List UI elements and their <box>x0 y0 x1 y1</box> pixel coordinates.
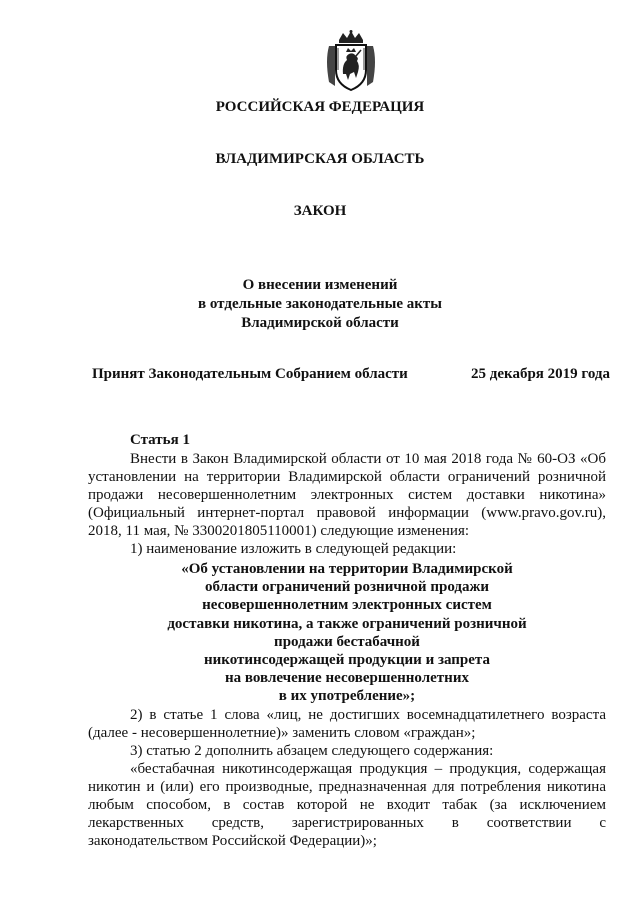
country-heading: РОССИЙСКАЯ ФЕДЕРАЦИЯ <box>215 99 425 115</box>
intro-line: (Официальный интернет-портал правовой информации (www.pravo.gov.ru), <box>88 505 606 521</box>
coat-of-arms-emblem <box>323 30 379 92</box>
definition-line: лекарственных средств, зарегистрированных в соответствии с <box>88 815 606 831</box>
intro-line: установлении на территории Владимирской области ограничений розничной <box>88 469 606 485</box>
intro-line: продажи несовершеннолетним электронных систем доставки никотина» <box>88 487 606 503</box>
new-title-line: в их употребление»; <box>278 688 416 705</box>
intro-line: 2018, 11 мая, № 3300201805110001) следующие изменения: <box>88 523 470 539</box>
definition-line: законодательством Российской Федерации)»; <box>88 833 377 849</box>
definition-line: никотин и (или) его производные, предназначенная для потребления никотина <box>88 779 606 795</box>
new-title-line: несовершеннолетним электронных систем <box>202 597 492 614</box>
law-title <box>0 276 640 333</box>
item-2-line: 2) в статье 1 слова «лиц, не достигших восемнадцатилетнего возраста <box>130 707 606 723</box>
new-title-line: области ограничений розничной продажи <box>204 579 489 596</box>
item-2-line: (далее - несовершеннолетние)» заменить словом «граждан»; <box>88 725 476 741</box>
law-title-line: в отдельные законодательные акты <box>198 296 442 312</box>
adoption-date: 25 декабря 2019 года <box>471 366 610 382</box>
law-title-line: Владимирской области <box>241 315 399 331</box>
definition-line: любым способом, в состав которой не входит табак (за исключением <box>88 797 606 813</box>
new-title-line: никотинсодержащей продукции и запрета <box>204 652 490 669</box>
new-title-line: «Об установлении на территории Владимирской <box>181 561 513 577</box>
document-type-heading: ЗАКОН <box>293 203 347 219</box>
adopted-by: Принят Законодательным Собранием области <box>92 366 408 382</box>
new-law-title <box>88 560 606 706</box>
new-title-line: продажи бестабачной <box>274 633 420 650</box>
law-title-line: О внесении изменений <box>242 277 398 293</box>
new-title-line: доставки никотина, а также ограничений розничной <box>167 615 527 632</box>
adoption-line <box>92 364 610 384</box>
intro-line: Внести в Закон Владимирской области от 10 мая 2018 года № 60-ОЗ «Об <box>130 451 606 467</box>
item-3: 3) статью 2 дополнить абзацем следующего содержания: <box>130 743 494 759</box>
article-intro <box>88 450 606 558</box>
item-1: 1) наименование изложить в следующей редакции: <box>130 541 457 557</box>
article-items <box>88 706 606 850</box>
region-heading: ВЛАДИМИРСКАЯ ОБЛАСТЬ <box>215 151 425 167</box>
article-heading: Статья 1 <box>130 432 190 448</box>
definition-line: «бестабачная никотинсодержащая продукция – продукция, содержащая <box>130 761 606 777</box>
new-title-line: на вовлечение несовершеннолетних <box>225 670 469 687</box>
